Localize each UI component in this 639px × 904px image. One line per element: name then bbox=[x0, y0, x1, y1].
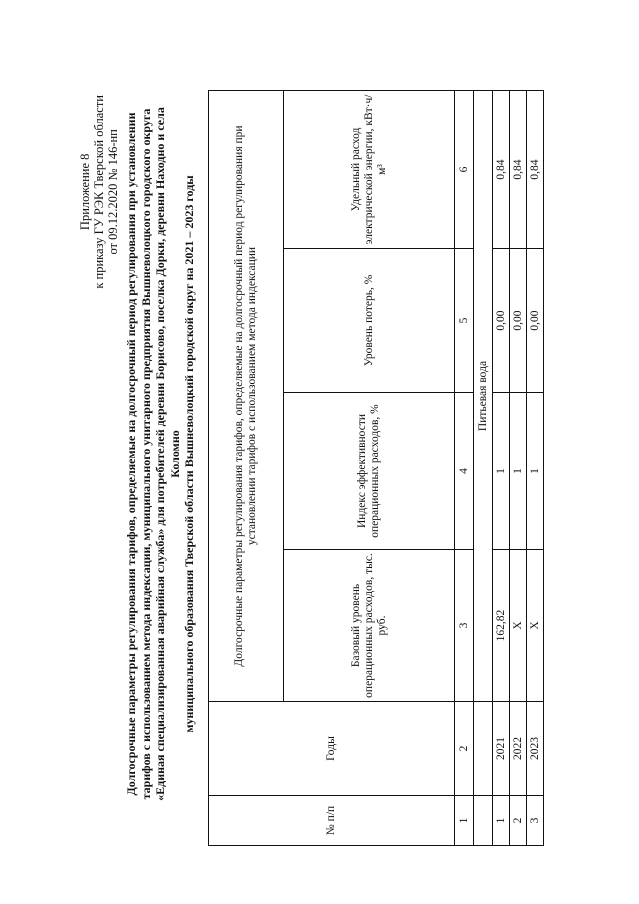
column-number: 4 bbox=[455, 393, 474, 550]
row-base-opex: Х bbox=[527, 550, 544, 702]
title-line-4: муниципального образования Тверской области Вышневолоцкий городской округ на 2021 – 2023 годы bbox=[182, 175, 196, 733]
column-number: 3 bbox=[455, 550, 474, 702]
header-number: № п/п bbox=[209, 796, 455, 846]
table-row bbox=[527, 91, 544, 846]
row-losses: 0,00 bbox=[510, 249, 527, 393]
row-energy-consumption: 0,84 bbox=[527, 91, 544, 249]
title-line-2: тарифов с использованием метода индексации, муниципального унитарного предприятия Вышневолоцкого городского округа bbox=[138, 108, 153, 800]
table-row bbox=[510, 91, 527, 846]
header-base-opex: Базовый уровень операционных расходов, тыс. руб. bbox=[284, 550, 455, 702]
column-number: 2 bbox=[455, 702, 474, 796]
row-base-opex: Х bbox=[510, 550, 527, 702]
table-row bbox=[493, 91, 510, 846]
appendix-line-1: Приложение 8 bbox=[78, 153, 92, 231]
row-losses: 0,00 bbox=[527, 249, 544, 393]
section-row bbox=[474, 91, 493, 846]
title-line-1: Долгосрочные параметры регулирования тарифов, определяемые на долгосрочный период регулирования при установлении bbox=[124, 112, 138, 796]
row-base-opex: 162,82 bbox=[493, 550, 510, 702]
row-year: 2022 bbox=[510, 702, 527, 796]
row-year: 2023 bbox=[527, 702, 544, 796]
column-number: 1 bbox=[455, 796, 474, 846]
row-energy-consumption: 0,84 bbox=[510, 91, 527, 249]
appendix-line-3: от 09.12.2020 № 146-нп bbox=[106, 129, 120, 255]
header-energy-consumption: Удельный расход электрической энергии, кВт·ч/м³ bbox=[284, 91, 455, 249]
row-number: 1 bbox=[493, 796, 510, 846]
row-efficiency-index: 1 bbox=[510, 393, 527, 550]
column-number: 5 bbox=[455, 249, 474, 393]
section-empty-cell bbox=[474, 796, 493, 846]
title-line-3: «Единая специализированная аварийная служба» для потребителей деревни Борисово, поселка Дорки, деревни Находно и села Коломно bbox=[153, 107, 182, 801]
header-group: Долгосрочные параметры регулирования тарифов, определяемые на долгосрочный период регулирования при установлении тарифов с использованием метода индексации bbox=[209, 91, 284, 702]
header-years: Годы bbox=[209, 702, 455, 796]
header-losses: Уровень потерь, % bbox=[284, 249, 455, 393]
row-losses: 0,00 bbox=[493, 249, 510, 393]
row-efficiency-index: 1 bbox=[527, 393, 544, 550]
row-energy-consumption: 0,84 bbox=[493, 91, 510, 249]
header-efficiency-index: Индекс эффективности операционных расходов, % bbox=[284, 393, 455, 550]
appendix-note bbox=[78, 95, 120, 289]
row-number: 3 bbox=[527, 796, 544, 846]
document-title bbox=[124, 84, 197, 824]
parameters-table bbox=[208, 90, 544, 846]
column-number: 6 bbox=[455, 91, 474, 249]
row-year: 2021 bbox=[493, 702, 510, 796]
row-number: 2 bbox=[510, 796, 527, 846]
column-numbers-row bbox=[455, 91, 474, 846]
section-title: Питьевая вода bbox=[474, 91, 493, 702]
section-empty-cell bbox=[474, 702, 493, 796]
appendix-line-2: к приказу ГУ РЭК Тверской области bbox=[92, 95, 106, 289]
row-efficiency-index: 1 bbox=[493, 393, 510, 550]
header-row-1 bbox=[209, 91, 284, 846]
